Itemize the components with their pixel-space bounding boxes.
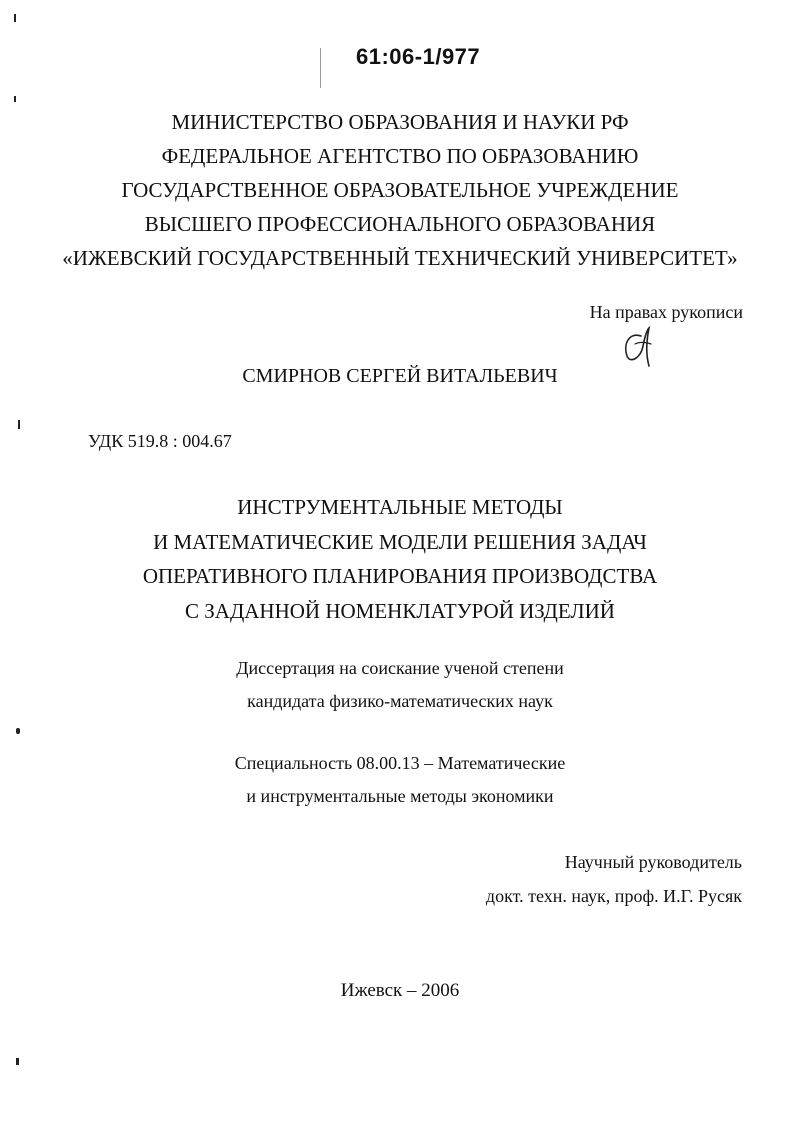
title-line: С ЗАДАННОЙ НОМЕНКЛАТУРОЙ ИЗДЕЛИЙ bbox=[185, 598, 615, 623]
specialty-line: Специальность 08.00.13 – Математические bbox=[234, 753, 566, 773]
title-line: И МАТЕМАТИЧЕСКИЕ МОДЕЛИ РЕШЕНИЯ ЗАДАЧ bbox=[153, 529, 647, 554]
scan-mark bbox=[16, 728, 20, 734]
degree-line: Диссертация на соискание ученой степени bbox=[236, 658, 564, 678]
manuscript-note: На правах рукописи bbox=[589, 302, 743, 322]
specialty-line: и инструментальные методы экономики bbox=[246, 786, 554, 806]
degree-statement bbox=[0, 652, 800, 718]
institution-header bbox=[0, 105, 800, 275]
place-year: Ижевск – 2006 bbox=[340, 980, 460, 1001]
udk-code: УДК 519.8 : 004.67 bbox=[88, 431, 232, 451]
degree-line: кандидата физико-математических наук bbox=[247, 691, 553, 711]
supervisor-label: Научный руководитель bbox=[564, 852, 742, 872]
title-line: ИНСТРУМЕНТАЛЬНЫЕ МЕТОДЫ bbox=[237, 495, 563, 519]
supervisor-name: докт. техн. наук, проф. И.Г. Русяк bbox=[485, 886, 742, 906]
author-name: СМИРНОВ СЕРГЕЙ ВИТАЛЬЕВИЧ bbox=[242, 365, 558, 387]
scan-mark bbox=[14, 14, 16, 22]
signature bbox=[615, 322, 665, 370]
scan-mark bbox=[18, 420, 20, 429]
scan-mark bbox=[16, 1058, 19, 1065]
specialty-statement bbox=[0, 747, 800, 813]
title-line: ОПЕРАТИВНОГО ПЛАНИРОВАНИЯ ПРОИЗВОДСТВА bbox=[142, 564, 658, 588]
institution-line: ФЕДЕРАЛЬНОЕ АГЕНТСТВО ПО ОБРАЗОВАНИЮ bbox=[161, 144, 639, 168]
institution-line: ГОСУДАРСТВЕННОЕ ОБРАЗОВАТЕЛЬНОЕ УЧРЕЖДЕНИЕ bbox=[121, 178, 679, 202]
dissertation-title bbox=[0, 490, 800, 628]
institution-line: «ИЖЕВСКИЙ ГОСУДАРСТВЕННЫЙ ТЕХНИЧЕСКИЙ УНИВЕРСИТЕТ» bbox=[62, 246, 738, 270]
institution-line: МИНИСТЕРСТВО ОБРАЗОВАНИЯ И НАУКИ РФ bbox=[171, 110, 629, 134]
scan-mark bbox=[14, 96, 16, 102]
institution-line: ВЫСШЕГО ПРОФЕССИОНАЛЬНОГО ОБРАЗОВАНИЯ bbox=[144, 212, 656, 236]
archive-stamp: 61:06-1/977 bbox=[356, 44, 481, 69]
scan-mark bbox=[320, 48, 321, 88]
